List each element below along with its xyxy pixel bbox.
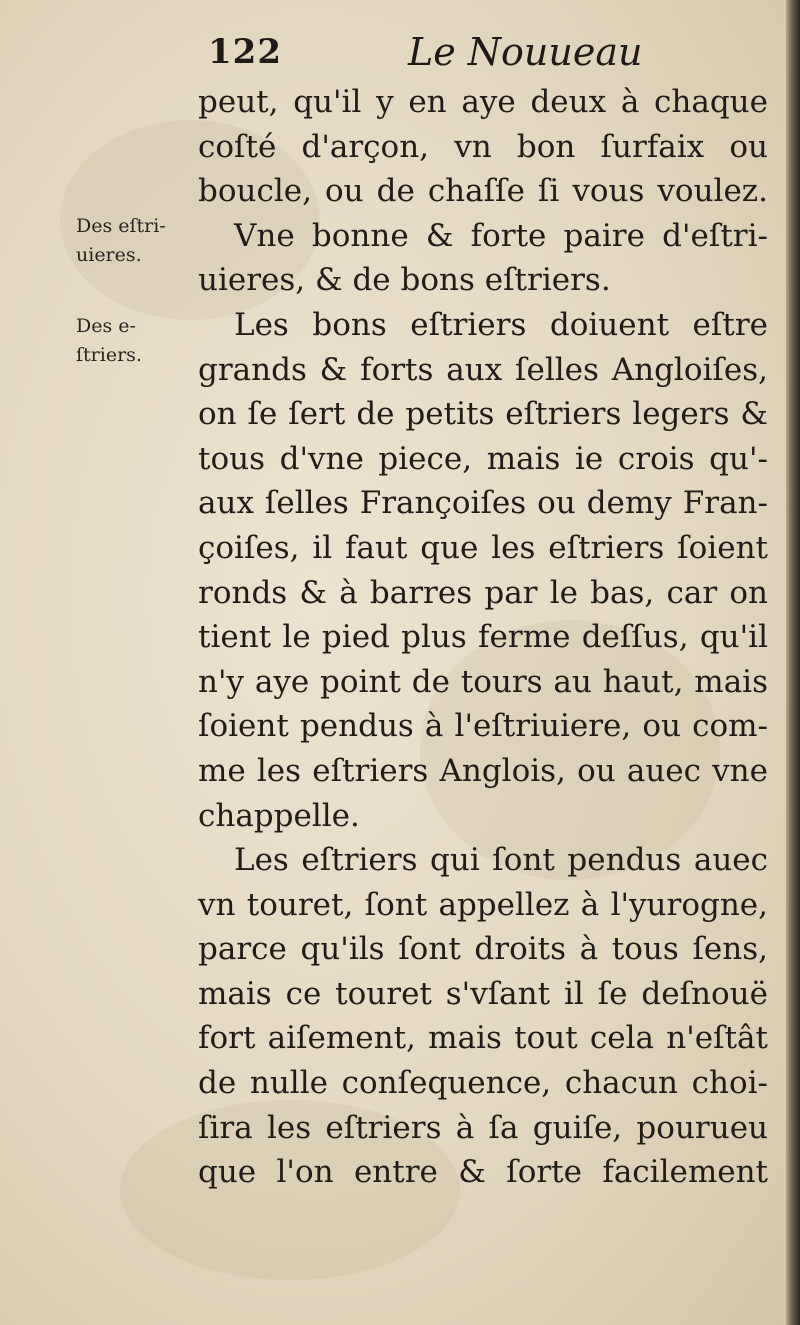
text-line: fort aiſement, mais tout cela n'eſtât — [198, 1020, 768, 1057]
book-edge — [786, 0, 800, 1325]
page-header — [200, 28, 760, 84]
text-line: ſira les eſtriers à ſa guiſe, pourueu — [198, 1109, 768, 1146]
running-title: Le Nouueau — [408, 30, 643, 74]
text-line: coſté d'arçon, vn bon ſurfaix ou — [198, 128, 768, 165]
margin-note-estriers — [76, 312, 196, 370]
text-line: çoiſes, il faut que les eſtriers ſoient — [198, 529, 768, 566]
text-line: Les bons eſtriers doiuent eſtre — [234, 306, 768, 343]
text-line: me les eſtriers Anglois, ou auec vne — [198, 752, 768, 789]
margin-note-line: ſtriers. — [76, 344, 142, 366]
text-line: que l'on entre & ſorte facilement — [198, 1154, 768, 1191]
margin-note-line: Des eſtri- — [76, 215, 166, 237]
text-line: mais ce touret s'vſant il ſe deſnouë — [198, 975, 768, 1012]
text-line: parce qu'ils ſont droits à tous ſens, — [198, 931, 768, 968]
body-text — [198, 80, 768, 1195]
text-line: on ſe ſert de petits eſtriers legers & — [198, 396, 768, 433]
margin-note-line: uieres. — [76, 244, 142, 266]
text-line: Vne bonne & forte paire d'eſtri- — [234, 217, 768, 254]
text-line: aux ſelles Françoiſes ou demy Fran- — [198, 485, 768, 522]
text-line: peut, qu'il y en aye deux à chaque — [198, 84, 768, 120]
text-line: uieres, & de bons eſtriers. — [198, 262, 611, 299]
text-line: Les eſtriers qui ſont pendus auec — [234, 842, 768, 879]
text-line: chappelle. — [198, 797, 360, 834]
text-line: grands & forts aux ſelles Angloiſes, — [198, 351, 768, 388]
text-line: boucle, ou de chaſſe ſi vous voulez. — [198, 173, 768, 210]
margin-note-estrivieres — [76, 212, 196, 270]
text-line: tient le pied plus ferme deſſus, qu'il — [198, 619, 768, 656]
text-line: ſoient pendus à l'eſtriuiere, ou com- — [198, 708, 768, 745]
page-number: 122 — [208, 32, 282, 72]
text-line: de nulle conſequence, chacun choi- — [198, 1065, 768, 1102]
text-line: vn touret, ſont appellez à l'yurogne, — [198, 886, 768, 923]
margin-note-line: Des e- — [76, 315, 136, 337]
text-line: n'y aye point de tours au haut, mais — [198, 663, 768, 700]
text-line: ronds & à barres par le bas, car on — [198, 574, 768, 611]
text-line: tous d'vne piece, mais ie crois qu'- — [198, 440, 768, 477]
